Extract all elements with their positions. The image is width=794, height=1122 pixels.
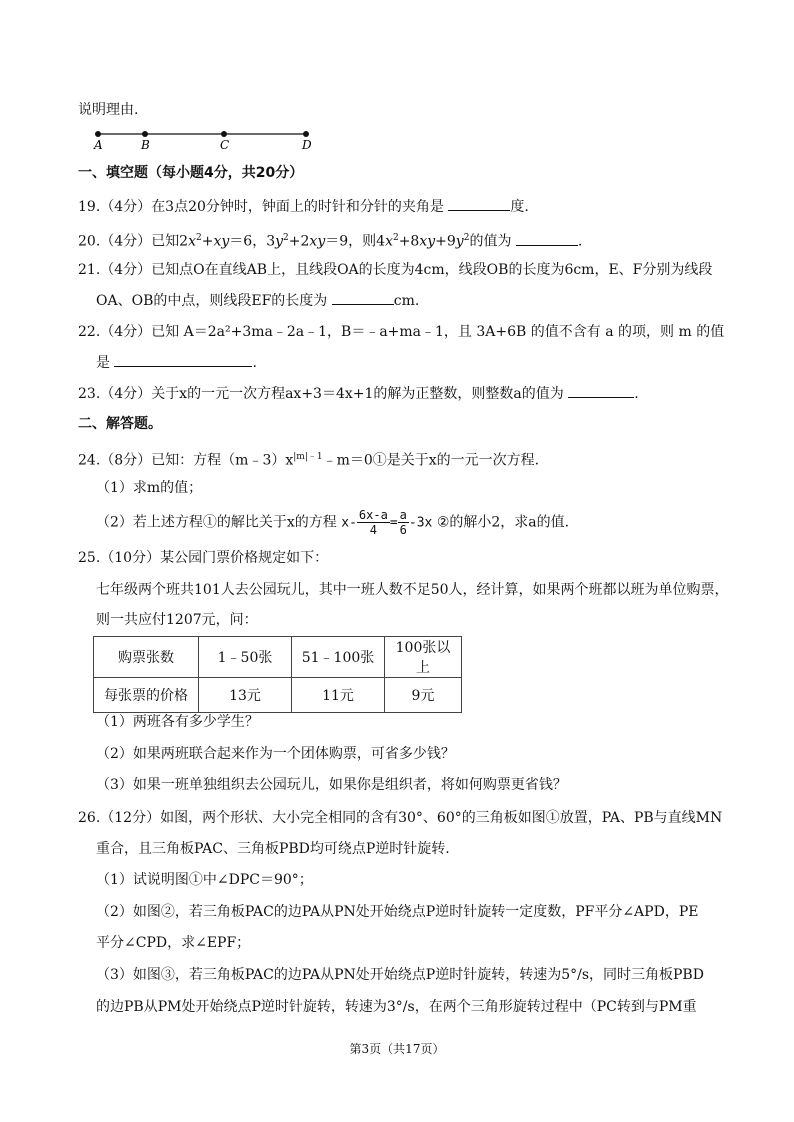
question-26-sub2a: （2）如图②，若三角板PAC的边PA从PN处开始绕点P逆时针旋转一定度数，PF平分∠APD，PE (96, 904, 699, 920)
question-21-line1: 21.（4分）已知点O在直线AB上，且线段OA的长度为4cm，线段OB的长度为6cm，E、F分别为线段 (78, 262, 713, 278)
question-22-line2: 是 . (96, 352, 257, 373)
point-a-label: A (94, 138, 103, 150)
answer-blank-23[interactable] (568, 383, 634, 398)
question-24: 24.（8分）已知：方程$(m﹣3)x^{|m|﹣1}﹣m=0①$是关于x的一元一次方程. (78, 452, 540, 469)
fraction-1: $\frac{6x-a}{4}$ (358, 508, 388, 537)
question-21-line2: OA、OB的中点，则线段EF的长度为 cm. (96, 290, 419, 311)
ticket-price-table (93, 636, 462, 713)
question-24-sub1: （1）求m的值； (96, 480, 203, 496)
point-c-label: C (220, 138, 230, 150)
question-26-sub1: （1）试说明图①中∠DPC＝90°； (96, 872, 313, 888)
question-19: 19.（4分）在3点20分钟时，钟面上的时针和分针的夹角是 度. (78, 196, 529, 217)
question-25: 25.（10分）某公园门票价格规定如下： (78, 550, 329, 566)
point-d (303, 131, 309, 137)
question-26-sub2b: 平分∠CPD，求∠EPF； (96, 935, 251, 951)
point-b (142, 131, 148, 137)
question-26-sub3b: 的边PB从PM处开始绕点P逆时针旋转，转速为3°/s，在两个三角形旋转过程中（PC转到与PM重 (96, 999, 697, 1015)
question-25-para1: 七年级两个班共101人去公园玩儿，其中一班人数不足50人，经计算，如果两个班都以班为单位购票， (96, 582, 729, 598)
point-a (95, 131, 101, 137)
answer-blank-20[interactable] (516, 231, 578, 246)
answer-blank-22[interactable] (114, 352, 252, 367)
table-row: 每张票的价格 13元 11元 9元 (94, 678, 462, 713)
question-23: 23.（4分）关于x的一元一次方程ax+3＝4x+1的解为正整数，则整数a的值为 . (78, 383, 639, 404)
question-24-sub2: （2）若上述方程①的解比关于x的方程 x- $\frac{6x-a}{4}$ = $\frac{a}{6}$ -3x ②的解小2，求a的值. (96, 508, 570, 537)
answer-blank-19[interactable] (448, 196, 510, 211)
line-segment-figure (88, 128, 318, 150)
question-26-sub3a: （3）如图③，若三角板PAC的边PA从PN处开始绕点P逆时针旋转，转速为5°/s，同时三角板PBD (96, 967, 704, 983)
section1-heading: 一、填空题（每小题4分，共20分） (78, 165, 304, 181)
table-row: 购票张数 1﹣50张 51﹣100张 100张以上 (94, 637, 462, 678)
question-20: 20.（4分）已知$2x^2+xy=6$，$3y^2+2xy=9$，则$4x^2+8xy+9y^2$的值为 . (78, 228, 582, 252)
fraction-2: $\frac{a}{6}$ (399, 508, 407, 537)
question-22-line1: 22.（4分）已知 A＝2a²+3ma﹣2a﹣1，B＝﹣a+ma﹣1，且 3A+6B 的值不含有 a 的项，则 m 的值 (78, 324, 725, 340)
question-25-sub1: （1）两班各有多少学生？ (96, 714, 259, 730)
answer-blank-21[interactable] (332, 290, 394, 305)
point-d-label: D (302, 138, 312, 150)
point-c (221, 131, 227, 137)
question-25-sub2: （2）如果两班联合起来作为一个团体购票，可省多少钱？ (96, 746, 455, 762)
question-26-line1: 26.（12分）如图，两个形状、大小完全相同的含有30°、60°的三角板如图①放置，PA、PB与直线MN (78, 810, 723, 826)
question-25-sub3: （3）如果一班单独组织去公园玩儿，如果你是组织者，将如何购票更省钱？ (96, 777, 567, 793)
page-footer: 第3页（共17页） (349, 1042, 445, 1056)
question-25-para2: 则一共应付1207元，问： (96, 612, 258, 628)
section2-heading: 二、解答题。 (78, 416, 162, 432)
question-26-line2: 重合，且三角板PAC、三角板PBD均可绕点P逆时针旋转. (96, 841, 450, 857)
intro-line: 说明理由. (78, 102, 139, 118)
point-b-label: B (141, 138, 150, 150)
